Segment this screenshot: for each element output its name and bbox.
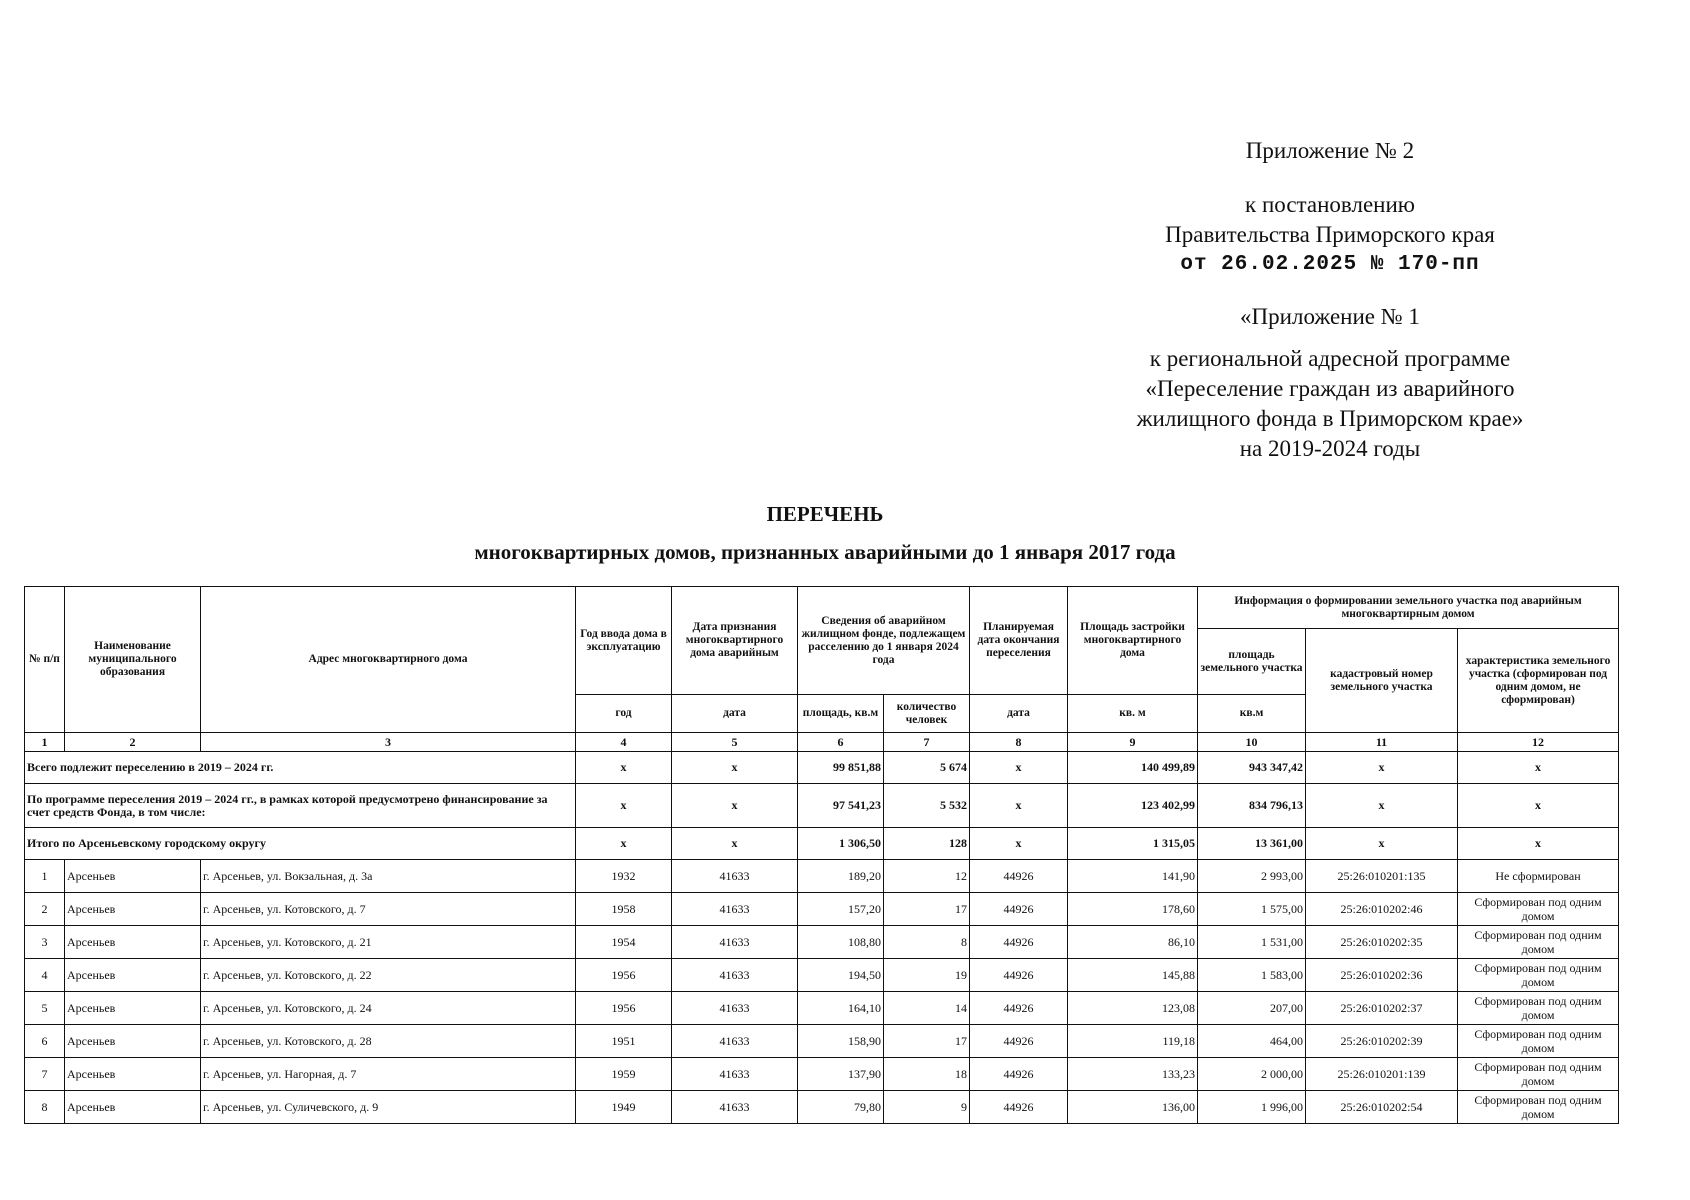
summary-characteristic: x — [1458, 752, 1619, 784]
row-area: 157,20 — [798, 893, 884, 926]
summary-cadastral: x — [1306, 828, 1458, 860]
row-address: г. Арсеньев, ул. Суличевского, д. 9 — [201, 1091, 576, 1124]
row-year: 1949 — [576, 1091, 672, 1124]
row-cadastral: 25:26:010202:39 — [1306, 1025, 1458, 1058]
table-row — [25, 1091, 1619, 1124]
colnum: 6 — [798, 733, 884, 752]
row-number: 3 — [25, 926, 65, 959]
row-people: 12 — [884, 860, 970, 893]
colnum: 11 — [1306, 733, 1458, 752]
row-area: 189,20 — [798, 860, 884, 893]
summary-characteristic: x — [1458, 828, 1619, 860]
colnum: 4 — [576, 733, 672, 752]
summary-land-area: 13 361,00 — [1198, 828, 1306, 860]
row-land-characteristic: Сформирован под одним домом — [1458, 959, 1619, 992]
row-land-characteristic: Сформирован под одним домом — [1458, 1091, 1619, 1124]
row-planned-date: 44926 — [970, 926, 1068, 959]
row-address: г. Арсеньев, ул. Котовского, д. 21 — [201, 926, 576, 959]
row-year: 1954 — [576, 926, 672, 959]
row-number: 8 — [25, 1091, 65, 1124]
header-fund-info: Сведения об аварийном жилищном фонде, подлежащем расселению до 1 января 2024 года — [798, 587, 970, 695]
summary-planned: x — [970, 828, 1068, 860]
row-number: 6 — [25, 1025, 65, 1058]
row-people: 18 — [884, 1058, 970, 1091]
row-people: 8 — [884, 926, 970, 959]
unit-date: дата — [672, 695, 798, 733]
summary-planned: x — [970, 752, 1068, 784]
row-land-area: 1 996,00 — [1198, 1091, 1306, 1124]
row-year: 1932 — [576, 860, 672, 893]
summary-cadastral: x — [1306, 752, 1458, 784]
colnum: 1 — [25, 733, 65, 752]
table-row — [25, 860, 1619, 893]
summary-land-area: 834 796,13 — [1198, 784, 1306, 828]
summary-cadastral: x — [1306, 784, 1458, 828]
previous-appendix — [1080, 302, 1580, 332]
colnum: 7 — [884, 733, 970, 752]
row-cadastral: 25:26:010201:135 — [1306, 860, 1458, 893]
table-row — [25, 926, 1619, 959]
row-land-characteristic: Сформирован под одним домом — [1458, 992, 1619, 1025]
row-building-area: 123,08 — [1068, 992, 1198, 1025]
summary-land-area: 943 347,42 — [1198, 752, 1306, 784]
row-building-area: 178,60 — [1068, 893, 1198, 926]
row-cadastral: 25:26:010202:54 — [1306, 1091, 1458, 1124]
summary-date: x — [672, 828, 798, 860]
row-cadastral: 25:26:010202:36 — [1306, 959, 1458, 992]
row-building-area: 119,18 — [1068, 1025, 1198, 1058]
header-land-characteristic: характеристика земельного участка (сформирован под одним домом, не сформирован) — [1458, 629, 1619, 733]
row-cadastral: 25:26:010202:46 — [1306, 893, 1458, 926]
row-address: г. Арсеньев, ул. Котовского, д. 24 — [201, 992, 576, 1025]
row-building-area: 145,88 — [1068, 959, 1198, 992]
colnum: 3 — [201, 733, 576, 752]
row-recognition-date: 41633 — [672, 1058, 798, 1091]
colnum: 9 — [1068, 733, 1198, 752]
summary-date: x — [672, 784, 798, 828]
summary-building-area: 1 315,05 — [1068, 828, 1198, 860]
row-land-area: 464,00 — [1198, 1025, 1306, 1058]
row-number: 1 — [25, 860, 65, 893]
row-land-area: 1 531,00 — [1198, 926, 1306, 959]
summary-building-area: 123 402,99 — [1068, 784, 1198, 828]
table-row — [25, 893, 1619, 926]
header-recognition-date: Дата признания многоквартирного дома аварийным — [672, 587, 798, 695]
summary-date: x — [672, 752, 798, 784]
summary-label: По программе переселения 2019 – 2024 гг., в рамках которой предусмотрено финансирование за счет средств Фонда, в том числе: — [25, 784, 576, 828]
summary-year: x — [576, 828, 672, 860]
row-planned-date: 44926 — [970, 992, 1068, 1025]
row-municipality: Арсеньев — [65, 893, 201, 926]
row-recognition-date: 41633 — [672, 1091, 798, 1124]
unit-land-sqm: кв.м — [1198, 695, 1306, 733]
row-year: 1959 — [576, 1058, 672, 1091]
decree-date-stamp: от 26.02.2025 № 170-пп — [1180, 253, 1480, 276]
table-row — [25, 959, 1619, 992]
header-land-area: площадь земельного участка — [1198, 629, 1306, 695]
row-area: 79,80 — [798, 1091, 884, 1124]
colnum: 8 — [970, 733, 1068, 752]
row-land-characteristic: Сформирован под одним домом — [1458, 1025, 1619, 1058]
row-area: 108,80 — [798, 926, 884, 959]
row-year: 1951 — [576, 1025, 672, 1058]
decree-line: к постановлению — [1245, 192, 1415, 217]
program-line-1: к региональной адресной программе — [1149, 346, 1511, 371]
colnum: 5 — [672, 733, 798, 752]
row-planned-date: 44926 — [970, 860, 1068, 893]
colnum: 12 — [1458, 733, 1619, 752]
unit-people: количество человек — [884, 695, 970, 733]
row-land-characteristic: Сформирован под одним домом — [1458, 1058, 1619, 1091]
program-line-4: на 2019-2024 годы — [1239, 436, 1421, 461]
row-land-characteristic: Сформирован под одним домом — [1458, 926, 1619, 959]
row-area: 164,10 — [798, 992, 884, 1025]
row-building-area: 86,10 — [1068, 926, 1198, 959]
row-planned-date: 44926 — [970, 1025, 1068, 1058]
row-planned-date: 44926 — [970, 959, 1068, 992]
decree-reference — [1080, 190, 1580, 280]
table-row — [25, 1025, 1619, 1058]
row-municipality: Арсеньев — [65, 1091, 201, 1124]
row-cadastral: 25:26:010202:35 — [1306, 926, 1458, 959]
row-area: 137,90 — [798, 1058, 884, 1091]
row-recognition-date: 41633 — [672, 959, 798, 992]
appendix-number: Приложение № 2 — [1245, 138, 1415, 163]
appendix-header — [1080, 136, 1580, 166]
header-planned-date: Планируемая дата окончания переселения — [970, 587, 1068, 695]
document-title: ПЕРЕЧЕНЬ — [766, 502, 884, 526]
row-area: 158,90 — [798, 1025, 884, 1058]
summary-label: Итого по Арсеньевскому городскому округу — [25, 828, 576, 860]
summary-area: 1 306,50 — [798, 828, 884, 860]
row-land-area: 2 993,00 — [1198, 860, 1306, 893]
program-line-2: «Переселение граждан из аварийного — [1145, 376, 1515, 401]
header-num: № п/п — [25, 587, 65, 733]
row-land-area: 1 575,00 — [1198, 893, 1306, 926]
header-land-info: Информация о формировании земельного участка под аварийным многоквартирным домом — [1198, 587, 1619, 629]
row-people: 14 — [884, 992, 970, 1025]
row-address: г. Арсеньев, ул. Котовского, д. 28 — [201, 1025, 576, 1058]
row-planned-date: 44926 — [970, 1058, 1068, 1091]
row-planned-date: 44926 — [970, 1091, 1068, 1124]
row-address: г. Арсеньев, ул. Вокзальная, д. 3а — [201, 860, 576, 893]
summary-row — [25, 828, 1619, 860]
row-number: 7 — [25, 1058, 65, 1091]
header-address: Адрес многоквартирного дома — [201, 587, 576, 733]
row-recognition-date: 41633 — [672, 893, 798, 926]
row-number: 4 — [25, 959, 65, 992]
summary-characteristic: x — [1458, 784, 1619, 828]
header-year: Год ввода дома в эксплуатацию — [576, 587, 672, 695]
row-year: 1956 — [576, 992, 672, 1025]
row-people: 9 — [884, 1091, 970, 1124]
row-cadastral: 25:26:010201:139 — [1306, 1058, 1458, 1091]
header-cadastral: кадастровый номер земельного участка — [1306, 629, 1458, 733]
row-number: 2 — [25, 893, 65, 926]
row-recognition-date: 41633 — [672, 860, 798, 893]
row-people: 17 — [884, 893, 970, 926]
row-address: г. Арсеньев, ул. Котовского, д. 22 — [201, 959, 576, 992]
summary-area: 97 541,23 — [798, 784, 884, 828]
colnum: 10 — [1198, 733, 1306, 752]
summary-label: Всего подлежит переселению в 2019 – 2024 гг. — [25, 752, 576, 784]
program-reference — [1080, 344, 1580, 464]
row-building-area: 141,90 — [1068, 860, 1198, 893]
summary-people: 128 — [884, 828, 970, 860]
summary-people: 5 532 — [884, 784, 970, 828]
colnum: 2 — [65, 733, 201, 752]
row-recognition-date: 41633 — [672, 992, 798, 1025]
row-land-area: 1 583,00 — [1198, 959, 1306, 992]
summary-year: x — [576, 752, 672, 784]
row-year: 1956 — [576, 959, 672, 992]
summary-building-area: 140 499,89 — [1068, 752, 1198, 784]
row-municipality: Арсеньев — [65, 992, 201, 1025]
program-line-3: жилищного фонда в Приморском крае» — [1136, 406, 1524, 431]
summary-area: 99 851,88 — [798, 752, 884, 784]
header-municipality: Наименование муниципального образования — [65, 587, 201, 733]
row-planned-date: 44926 — [970, 893, 1068, 926]
previous-appendix-number: «Приложение № 1 — [1240, 304, 1420, 329]
row-area: 194,50 — [798, 959, 884, 992]
document-subtitle: многоквартирных домов, признанных аварийными до 1 января 2017 года — [474, 540, 1176, 564]
row-recognition-date: 41633 — [672, 926, 798, 959]
summary-year: x — [576, 784, 672, 828]
row-municipality: Арсеньев — [65, 1058, 201, 1091]
row-land-characteristic: Сформирован под одним домом — [1458, 893, 1619, 926]
government-line: Правительства Приморского края — [1165, 222, 1495, 247]
unit-planned-date: дата — [970, 695, 1068, 733]
row-recognition-date: 41633 — [672, 1025, 798, 1058]
summary-people: 5 674 — [884, 752, 970, 784]
row-people: 17 — [884, 1025, 970, 1058]
row-address: г. Арсеньев, ул. Котовского, д. 7 — [201, 893, 576, 926]
summary-planned: x — [970, 784, 1068, 828]
summary-row — [25, 752, 1619, 784]
row-municipality: Арсеньев — [65, 1025, 201, 1058]
housing-table — [24, 586, 1619, 1124]
unit-year: год — [576, 695, 672, 733]
table-row — [25, 992, 1619, 1025]
table-row — [25, 1058, 1619, 1091]
header-building-area: Площадь застройки многоквартирного дома — [1068, 587, 1198, 695]
row-land-area: 2 000,00 — [1198, 1058, 1306, 1091]
row-municipality: Арсеньев — [65, 959, 201, 992]
column-number-row — [25, 733, 1619, 752]
row-address: г. Арсеньев, ул. Нагорная, д. 7 — [201, 1058, 576, 1091]
row-building-area: 133,23 — [1068, 1058, 1198, 1091]
row-land-characteristic: Не сформирован — [1458, 860, 1619, 893]
row-number: 5 — [25, 992, 65, 1025]
row-land-area: 207,00 — [1198, 992, 1306, 1025]
row-year: 1958 — [576, 893, 672, 926]
row-people: 19 — [884, 959, 970, 992]
summary-row — [25, 784, 1619, 828]
row-building-area: 136,00 — [1068, 1091, 1198, 1124]
row-cadastral: 25:26:010202:37 — [1306, 992, 1458, 1025]
row-municipality: Арсеньев — [65, 926, 201, 959]
unit-building-sqm: кв. м — [1068, 695, 1198, 733]
unit-area: площадь, кв.м — [798, 695, 884, 733]
row-municipality: Арсеньев — [65, 860, 201, 893]
